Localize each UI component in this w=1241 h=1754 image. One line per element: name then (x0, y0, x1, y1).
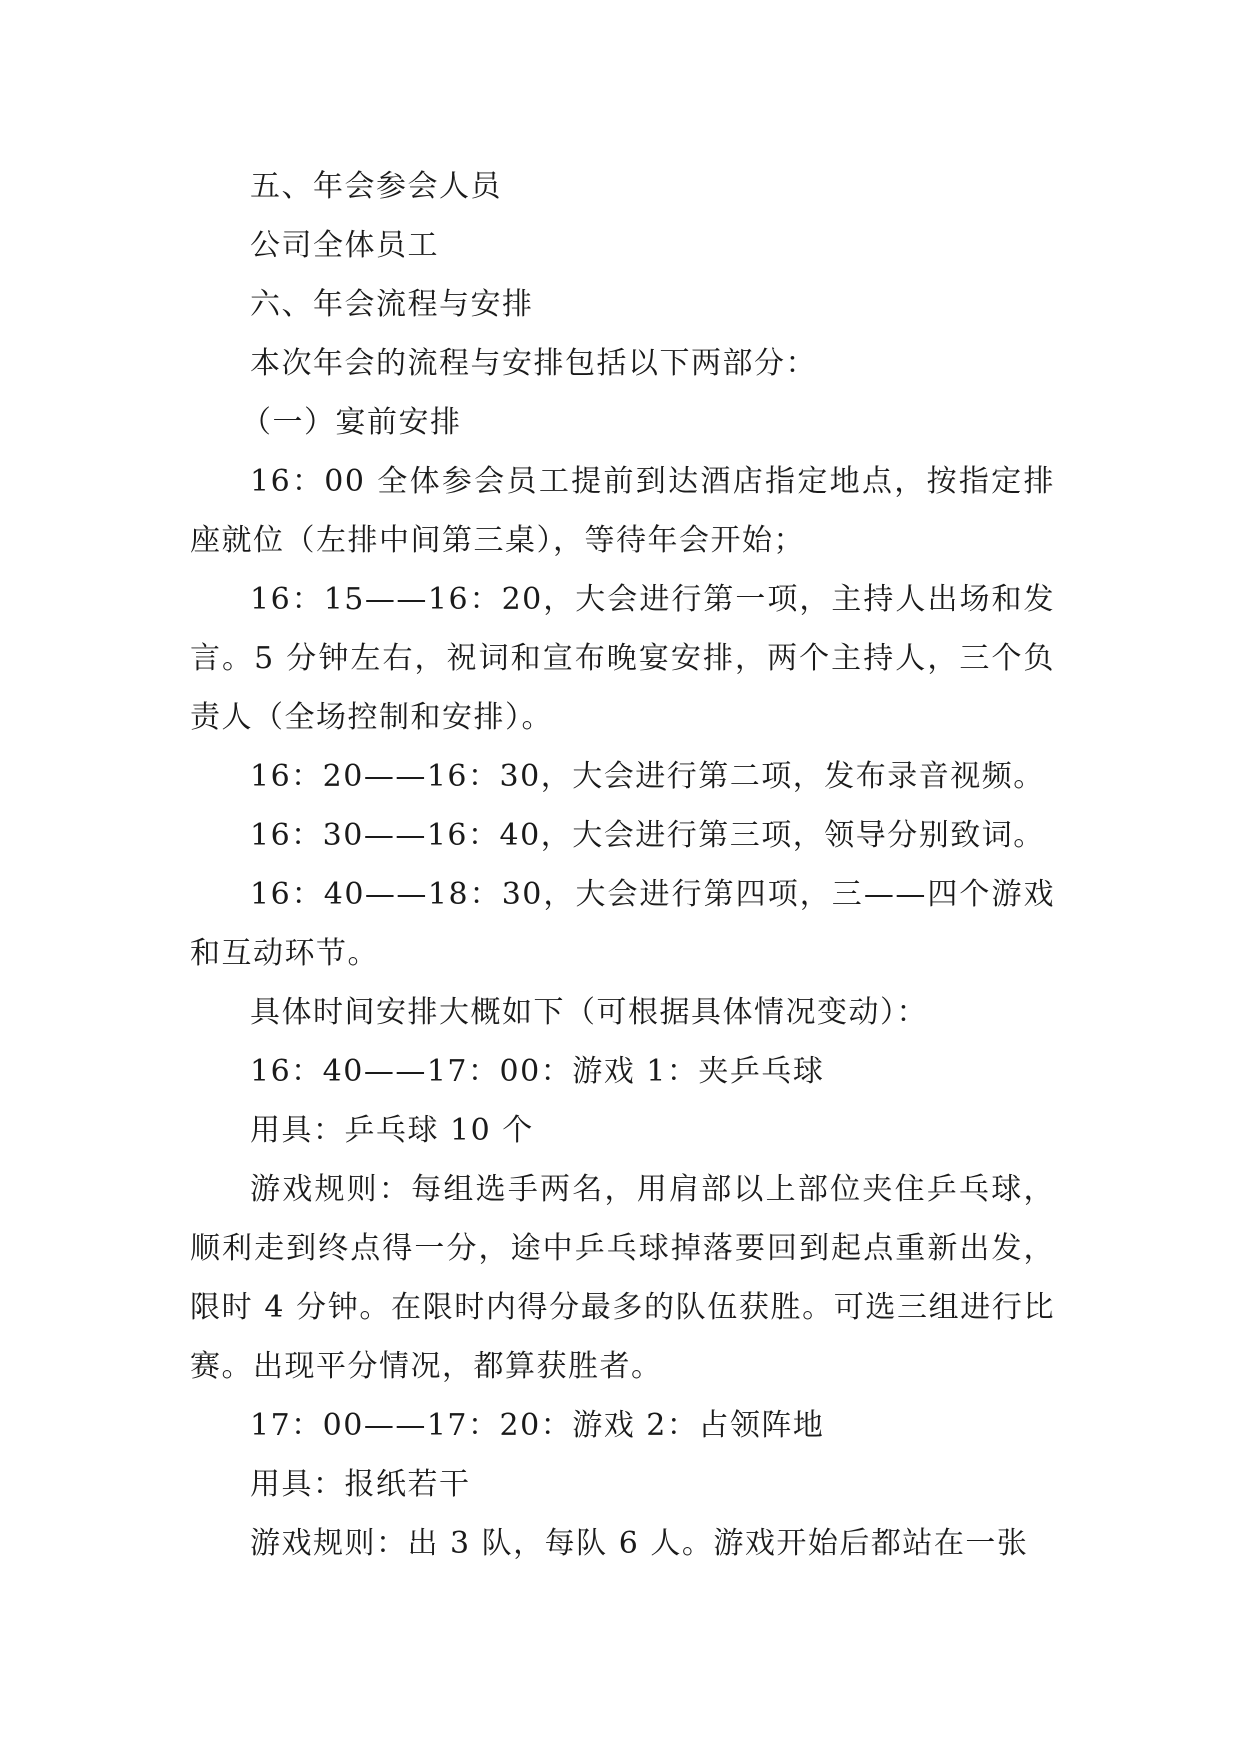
paragraph-game-one-title: 16：40——17：00：游戏 1：夹乒乓球 (250, 1054, 825, 1089)
paragraph-arrival: 16：00 全体参会员工提前到达酒店指定地点，按指定排座就位（左排中间第三桌），等待年会开始； (190, 464, 1055, 558)
paragraph-game-one-equipment: 用具：乒乓球 10 个 (250, 1113, 534, 1148)
paragraph-item-two: 16：20——16：30，大会进行第二项，发布录音视频。 (250, 759, 1045, 794)
paragraph-detail-intro: 具体时间安排大概如下（可根据具体情况变动）： (250, 995, 928, 1030)
paragraph-game-two-rules: 游戏规则：出 3 队，每队 6 人。游戏开始后都站在一张 (250, 1526, 1029, 1561)
paragraph-game-two-equipment: 用具：报纸若干 (250, 1467, 471, 1502)
paragraph-game-two-title: 17：00——17：20：游戏 2：占领阵地 (250, 1408, 825, 1443)
document-body (190, 157, 1055, 1573)
section-heading-attendees: 五、年会参会人员 (250, 169, 502, 204)
paragraph-attendees: 公司全体员工 (250, 228, 439, 263)
paragraph-item-one: 16：15——16：20，大会进行第一项，主持人出场和发言。5 分钟左右，祝词和宣布晚宴安排，两个主持人，三个负责人（全场控制和安排）。 (190, 582, 1055, 735)
paragraph-item-three: 16：30——16：40，大会进行第三项，领导分别致词。 (250, 818, 1045, 853)
section-heading-schedule: 六、年会流程与安排 (250, 287, 534, 322)
paragraph-game-one-rules: 游戏规则：每组选手两名，用肩部以上部位夹住乒乓球，顺利走到终点得一分，途中乒乓球掉落要回到起点重新出发，限时 4 分钟。在限时内得分最多的队伍获胜。可选三组进行比赛。出现平分情况，都算获胜者。 (190, 1172, 1055, 1384)
paragraph-item-four: 16：40——18：30，大会进行第四项，三——四个游戏和互动环节。 (190, 877, 1055, 971)
subsection-heading-pre-banquet: （一）宴前安排 (241, 405, 462, 440)
paragraph-schedule-intro: 本次年会的流程与安排包括以下两部分： (250, 346, 817, 381)
